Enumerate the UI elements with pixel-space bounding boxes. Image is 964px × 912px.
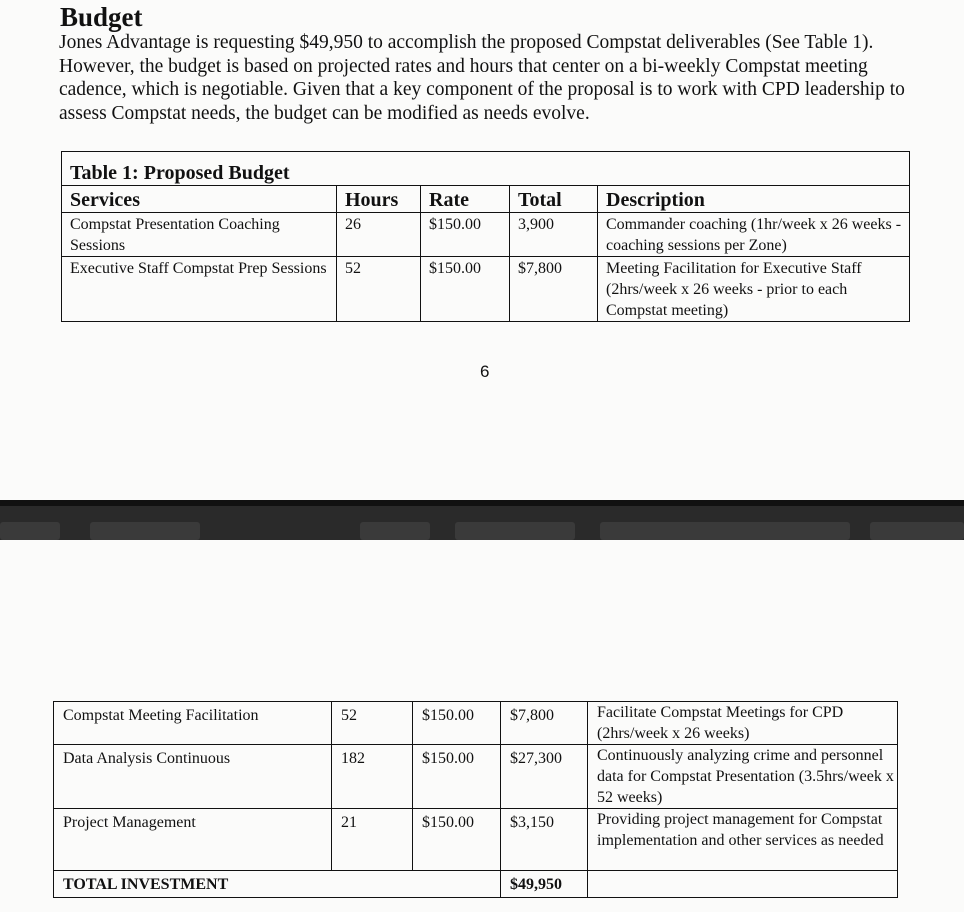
total-investment-value: $49,950: [501, 871, 588, 898]
budget-heading: Budget: [60, 2, 143, 32]
table-row: [62, 257, 910, 322]
page-edge: [0, 500, 964, 506]
service-cell: Project Management: [54, 809, 332, 871]
header-services: Services: [62, 186, 337, 213]
table-row: [54, 745, 898, 809]
total-cell: $3,150: [501, 809, 588, 871]
rate-cell: $150.00: [421, 213, 510, 257]
header-rate: Rate: [421, 186, 510, 213]
proposed-budget-table: [61, 151, 910, 322]
hours-cell: 182: [332, 745, 413, 809]
rate-cell: $150.00: [413, 809, 501, 871]
description-cell: Providing project management for Compstat implementation and other services as needed: [588, 809, 898, 871]
description-cell: Meeting Facilitation for Executive Staff (2hrs/week x 26 weeks - prior to each Compstat meeting): [598, 257, 910, 322]
service-cell: Compstat Meeting Facilitation: [54, 702, 332, 745]
description-cell: Commander coaching (1hr/week x 26 weeks - coaching sessions per Zone): [598, 213, 910, 257]
total-investment-label: TOTAL INVESTMENT: [54, 871, 501, 898]
total-cell: $7,800: [501, 702, 588, 745]
rate-cell: $150.00: [413, 702, 501, 745]
header-total: Total: [510, 186, 598, 213]
total-cell: 3,900: [510, 213, 598, 257]
page-number: 6: [480, 362, 490, 381]
table-row: [54, 809, 898, 871]
budget-paragraph: Jones Advantage is requesting $49,950 to accomplish the proposed Compstat deliverables (See Table 1). However, the budget is based on projected rates and hours that center on a bi-weekly Compstat meeting cadence, which is negotiable. Given that a key component of the proposal is to work with CPD leadership to assess Compstat needs, the budget can be modified as needs evolve.: [59, 32, 905, 124]
table-caption: Table 1: Proposed Budget: [62, 152, 910, 186]
service-cell: Compstat Presentation Coaching Sessions: [62, 213, 337, 257]
service-cell: Executive Staff Compstat Prep Sessions: [62, 257, 337, 322]
total-cell: $7,800: [510, 257, 598, 322]
blurred-background: [0, 522, 964, 540]
total-description-cell: [588, 871, 898, 898]
hours-cell: 52: [332, 702, 413, 745]
rate-cell: $150.00: [413, 745, 501, 809]
page-gap-divider: [0, 500, 964, 540]
hours-cell: 21: [332, 809, 413, 871]
budget-table-continued: [53, 701, 898, 898]
hours-cell: 52: [337, 257, 421, 322]
total-row: [54, 871, 898, 898]
hours-cell: 26: [337, 213, 421, 257]
header-hours: Hours: [337, 186, 421, 213]
description-cell: Continuously analyzing crime and personnel data for Compstat Presentation (3.5hrs/week x 52 weeks): [588, 745, 898, 809]
table-row: [62, 213, 910, 257]
service-cell: Data Analysis Continuous: [54, 745, 332, 809]
description-cell: Facilitate Compstat Meetings for CPD (2hrs/week x 26 weeks): [588, 702, 898, 745]
table-row: [54, 702, 898, 745]
table-caption-row: [62, 152, 910, 186]
header-description: Description: [598, 186, 910, 213]
rate-cell: $150.00: [421, 257, 510, 322]
table-header-row: [62, 186, 910, 213]
total-cell: $27,300: [501, 745, 588, 809]
